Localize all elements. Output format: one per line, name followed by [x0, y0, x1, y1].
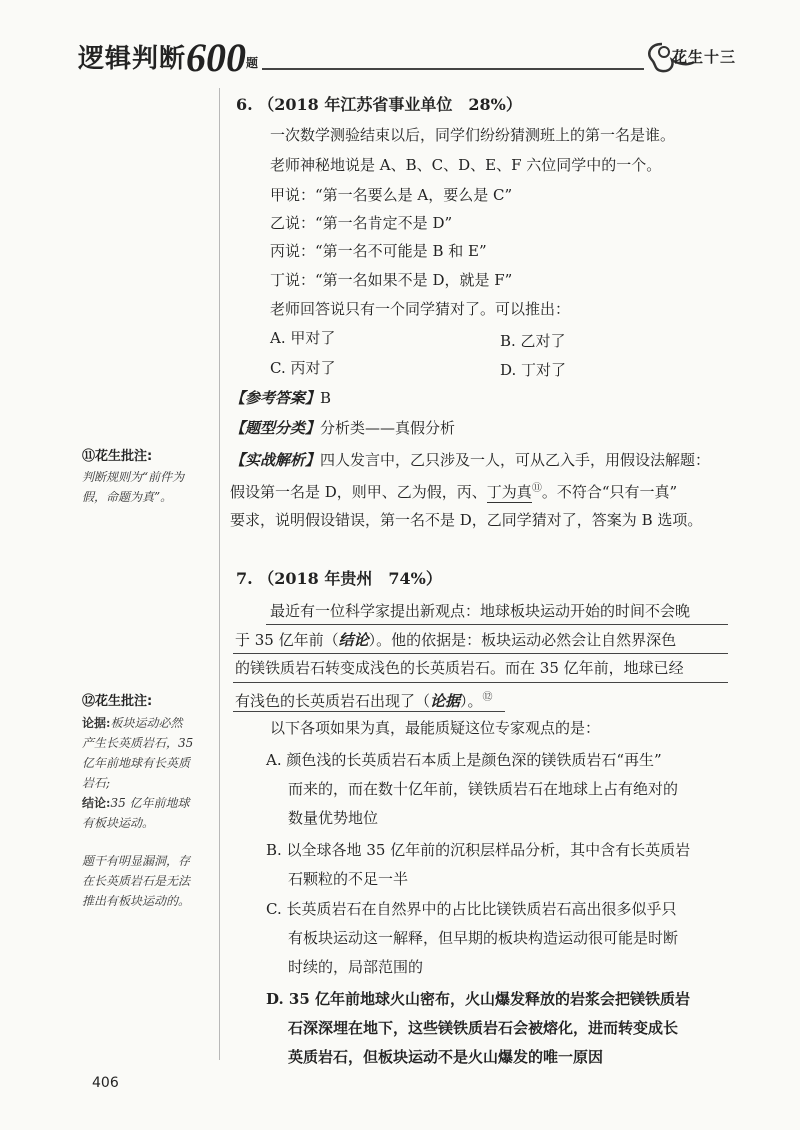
analysis-text: 假设第一名是 D，则甲、乙为假，丙、: [230, 483, 487, 501]
q6-option-d[interactable]: D. 丁对了: [500, 361, 567, 379]
analysis-text: 。不符合“只有一真”: [541, 483, 678, 501]
option-c-line: 时续的，局部范围的: [288, 958, 424, 976]
q7-option-a[interactable]: [266, 746, 678, 833]
page-number: 406: [92, 1075, 119, 1091]
answer-value: B: [320, 389, 332, 407]
q6-type: [230, 418, 455, 438]
annotation-12-line: 35 亿年前地球: [110, 796, 190, 810]
annotation-11-line: 判断规则为“前件为: [82, 470, 185, 484]
annotation-11-line: 假，命题为真”。: [82, 490, 173, 504]
analysis-text: 四人发言中，乙只涉及一人，可从乙入手，用假设法解题：: [320, 451, 711, 469]
option-c-line: C. 长英质岩石在自然界中的占比比镁铁质岩石高出很多似乎只: [266, 900, 677, 918]
book-title-number: 600: [186, 35, 247, 80]
analysis-underlined: 丁为真: [486, 483, 532, 501]
q6-option-b[interactable]: B. 乙对了: [500, 332, 566, 350]
q6-analysis-line: [230, 450, 710, 470]
type-tag: 【题型分类】: [230, 419, 321, 437]
stem-tag-conclusion: 结论: [338, 631, 369, 649]
annotation-marker-12[interactable]: ⑫: [482, 692, 493, 703]
stem-text: ）。: [460, 692, 483, 710]
option-b-line: 石颗粒的不足一半: [288, 870, 409, 888]
option-a-line: 数量优势地位: [288, 809, 379, 827]
q7-title: 7. （2018 年贵州 74%）: [236, 569, 442, 588]
answer-tag: 【参考答案】: [230, 389, 321, 407]
q7-question: 以下各项如果为真，最能质疑这位专家观点的是：: [270, 719, 601, 737]
annotation-11: [82, 445, 214, 507]
annotation-11-title: ⑪花生批注:: [82, 449, 153, 464]
q6-line: 一次数学测验结束以后，同学们纷纷猜测班上的第一名是谁。: [270, 126, 676, 144]
q6-line: 乙说：“第一名肯定不是 D”: [270, 214, 453, 232]
q7-stem-line: [235, 630, 676, 650]
q7-option-b[interactable]: [266, 836, 690, 894]
analysis-tag: 【实战解析】: [230, 451, 321, 469]
annotation-12-label-conclusion: 结论:: [82, 796, 111, 810]
q7-option-d[interactable]: [266, 985, 690, 1072]
q6-line: 老师神秘地说是 A、B、C、D、E、F 六位同学中的一个。: [270, 156, 662, 174]
annotation-12-line: 有板块运动。: [82, 816, 155, 830]
stem-text: 有浅色的长英质岩石出现了（: [235, 692, 431, 710]
brand-name: 花生十三: [672, 48, 737, 66]
book-title-suffix: 题: [246, 56, 259, 70]
book-title: 逻辑判断: [78, 44, 187, 74]
option-a-line: 而来的，而在数十亿年前，镁铁质岩石在地球上占有绝对的: [288, 780, 679, 798]
q7-stem-line: [235, 688, 493, 711]
q6-answer: [230, 388, 331, 408]
q7-stem-line: 最近有一位科学家提出新观点：地球板块运动开始的时间不会晚: [270, 602, 691, 620]
stem-tag-evidence: 论据: [430, 692, 461, 710]
q6-line: 丙说：“第一名不可能是 B 和 E”: [270, 242, 487, 260]
q6-line: 甲说：“第一名要么是 A，要么是 C”: [270, 186, 513, 204]
running-header-title: [78, 35, 259, 80]
stem-underline: [266, 624, 728, 625]
type-value: 分析类——真假分析: [320, 419, 456, 437]
annotation-12-title: ⑫花生批注:: [82, 694, 153, 709]
option-c-line: 有板块运动这一解释，但早期的板块构造运动很可能是时断: [288, 929, 679, 947]
q7-option-c[interactable]: [266, 895, 678, 982]
option-b-line: B. 以全球各地 35 亿年前的沉积层样品分析，其中含有长英质岩: [266, 841, 691, 859]
q6-analysis-line: [230, 479, 677, 502]
annotation-marker-11[interactable]: ⑪: [531, 483, 542, 494]
option-d-line: 英质岩石，但板块运动不是火山爆发的唯一原因: [288, 1048, 604, 1066]
annotation-12-line: 产生长英质岩石，35: [82, 736, 194, 750]
q6-option-a[interactable]: A. 甲对了: [270, 329, 336, 347]
q7-stem-line: 的镁铁质岩石转变成浅色的长英质岩石。而在 35 亿年前，地球已经: [235, 659, 684, 677]
q6-line: 丁说：“第一名如果不是 D，就是 F”: [270, 271, 513, 289]
option-d-line: D. 35 亿年前地球火山密布，火山爆发释放的岩浆会把镁铁质岩: [266, 990, 691, 1008]
margin-divider: [219, 88, 220, 1060]
q6-option-c[interactable]: C. 丙对了: [270, 359, 336, 377]
annotation-12-line: 岩石;: [82, 776, 111, 790]
stem-underline: [233, 653, 728, 654]
annotation-12-remark: 题干有明显漏洞，存: [82, 854, 191, 868]
q6-title: 6. （2018 年江苏省事业单位 28%）: [236, 95, 522, 114]
stem-underline: [233, 711, 505, 712]
annotation-12-remark: 推出有板块运动的。: [82, 894, 191, 908]
annotation-12: [82, 690, 216, 911]
annotation-12-remark: 在长英质岩石是无法: [82, 874, 191, 888]
stem-underline: [233, 682, 728, 683]
option-a-line: A. 颜色浅的长英质岩石本质上是颜色深的镁铁质岩石“再生”: [266, 751, 662, 769]
annotation-12-line: 板块运动必然: [110, 716, 183, 730]
q6-analysis-line: 要求，说明假设错误，第一名不是 D，乙同学猜对了，答案为 B 选项。: [230, 511, 703, 529]
stem-text: ）。他的依据是：板块运动必然会让自然界深色: [368, 631, 677, 649]
annotation-12-line: 亿年前地球有长英质: [82, 756, 191, 770]
option-d-line: 石深深埋在地下，这些镁铁质岩石会被熔化，进而转变成长: [288, 1019, 679, 1037]
q6-line: 老师回答说只有一个同学猜对了。可以推出：: [270, 300, 571, 318]
header-rule: [262, 68, 644, 70]
annotation-12-label-evidence: 论据:: [82, 716, 111, 730]
stem-text: 于 35 亿年前（: [235, 631, 339, 649]
